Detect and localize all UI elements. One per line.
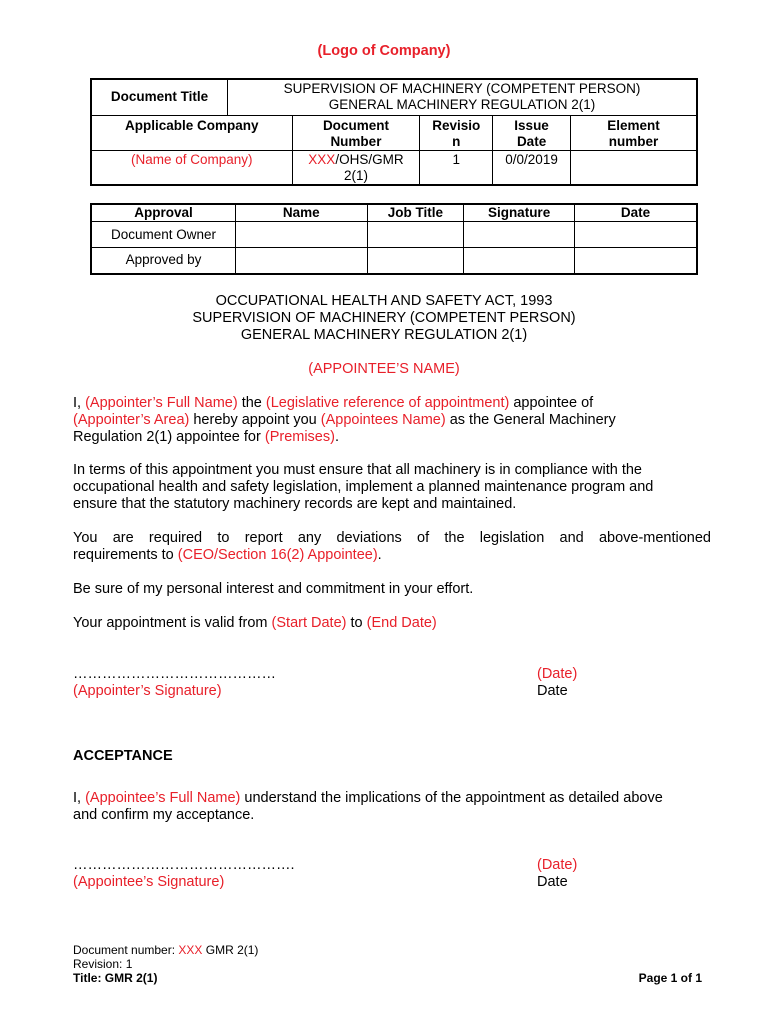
date-label: Date xyxy=(537,874,568,890)
text: Document number: xyxy=(73,943,179,957)
text: . xyxy=(377,547,382,563)
element-number-header xyxy=(570,115,697,150)
issue-date-header-line2: Date xyxy=(516,133,547,149)
text: GMR 2(1) xyxy=(202,943,259,957)
text: appointee of xyxy=(509,395,594,411)
start-date-placeholder: (Start Date) xyxy=(271,615,347,631)
document-meta-table xyxy=(90,78,698,186)
report-paragraph xyxy=(73,530,711,564)
text: I, xyxy=(73,395,86,411)
document-number-header-line2: Number xyxy=(330,133,382,149)
appointee-date-block xyxy=(537,857,577,891)
name-header: Name xyxy=(236,204,368,222)
signature-line: ………………………………………. xyxy=(73,857,295,873)
text: Your appointment is valid from xyxy=(73,615,272,631)
appointees-name-placeholder: (Appointees Name) xyxy=(320,412,446,428)
end-date-placeholder: (End Date) xyxy=(366,615,437,631)
table-cell xyxy=(236,248,368,274)
text: as the General Machinery xyxy=(445,412,616,428)
act-heading-line1: OCCUPATIONAL HEALTH AND SAFETY ACT, 1993 xyxy=(215,293,553,309)
table-cell xyxy=(574,248,697,274)
text: requirements to xyxy=(73,547,178,563)
company-name-cell: (Name of Company) xyxy=(91,150,292,185)
date-placeholder: (Date) xyxy=(537,857,578,873)
table-cell xyxy=(574,222,697,248)
approved-by-label: Approved by xyxy=(91,248,236,274)
document-title-value xyxy=(228,79,697,115)
revision-header-line2: n xyxy=(452,133,461,149)
appointer-name-placeholder: (Appointer’s Full Name) xyxy=(85,395,238,411)
validity-paragraph xyxy=(73,615,711,632)
document-number-prefix: XXX xyxy=(308,151,336,167)
revision-cell: 1 xyxy=(420,150,493,185)
table-row xyxy=(91,222,697,248)
date-header: Date xyxy=(574,204,697,222)
issue-date-header-line1: Issue xyxy=(514,117,549,133)
date-placeholder: (Date) xyxy=(537,666,578,682)
footer-title: Title: GMR 2(1) xyxy=(73,971,158,985)
footer xyxy=(73,943,258,985)
act-heading xyxy=(0,293,768,344)
footer-docnum-prefix: XXX xyxy=(178,943,203,957)
act-heading-line2: SUPERVISION OF MACHINERY (COMPETENT PERSON) xyxy=(192,310,576,326)
element-number-header-line2: number xyxy=(608,133,659,149)
document-title-line2: GENERAL MACHINERY REGULATION 2(1) xyxy=(328,97,596,113)
page-number: Page 1 of 1 xyxy=(638,971,702,985)
appointer-area-placeholder: (Appointer’s Area) xyxy=(73,412,190,428)
report-line1: You are required to report any deviations of the legislation and above-mentioned xyxy=(73,530,711,546)
ceo-appointee-placeholder: (CEO/Section 16(2) Appointee) xyxy=(177,547,378,563)
document-number-header xyxy=(292,115,420,150)
document-owner-label: Document Owner xyxy=(91,222,236,248)
acceptance-paragraph xyxy=(73,790,711,824)
element-number-header-line1: Element xyxy=(607,117,660,133)
document-title-label: Document Title xyxy=(91,79,228,115)
act-heading-line3: GENERAL MACHINERY REGULATION 2(1) xyxy=(240,327,528,343)
date-label: Date xyxy=(537,683,568,699)
legislative-reference-placeholder: (Legislative reference of appointment) xyxy=(265,395,510,411)
job-title-header: Job Title xyxy=(367,204,464,222)
issue-date-cell: 0/0/2019 xyxy=(493,150,571,185)
footer-revision: Revision: 1 xyxy=(73,957,133,971)
document-number-rest: /OHS/GMR xyxy=(335,151,404,167)
document-title-line1: SUPERVISION OF MACHINERY (COMPETENT PERSON) xyxy=(283,81,641,97)
text: Regulation 2(1) appointee for xyxy=(73,429,265,445)
appointee-signature-label: (Appointee’s Signature) xyxy=(73,874,225,890)
terms-line3: ensure that the statutory machinery records are kept and maintained. xyxy=(73,496,517,512)
appointer-signature-block xyxy=(73,666,276,700)
appointee-name-heading: (APPOINTEE’S NAME) xyxy=(308,361,460,377)
acceptance-heading: ACCEPTANCE xyxy=(73,748,173,764)
terms-line1: In terms of this appointment you must ensure that all machinery is in compliance with the xyxy=(73,462,642,478)
table-cell xyxy=(367,248,464,274)
revision-header-line1: Revisio xyxy=(432,117,481,133)
approval-table xyxy=(90,203,698,275)
text: . xyxy=(334,429,339,445)
company-logo-placeholder: (Logo of Company) xyxy=(317,43,451,59)
text: the xyxy=(237,395,266,411)
text: hereby appoint you xyxy=(189,412,321,428)
applicable-company-header: Applicable Company xyxy=(91,115,292,150)
table-cell xyxy=(464,248,575,274)
signature-line: …………………………………… xyxy=(73,666,276,682)
premises-placeholder: (Premises) xyxy=(264,429,335,445)
commitment-paragraph: Be sure of my personal interest and commitment in your effort. xyxy=(73,581,474,597)
revision-header xyxy=(420,115,493,150)
table-cell xyxy=(367,222,464,248)
signature-header: Signature xyxy=(464,204,575,222)
appointee-name-placeholder: (Appointee’s Full Name) xyxy=(85,790,241,806)
appointee-signature-block xyxy=(73,857,295,891)
table-row xyxy=(91,248,697,274)
issue-date-header xyxy=(493,115,571,150)
acceptance-line2: and confirm my acceptance. xyxy=(73,807,255,823)
appointment-paragraph xyxy=(73,395,711,446)
document-number-line2: 2(1) xyxy=(343,167,368,183)
document-number-header-line1: Document xyxy=(322,117,389,133)
terms-paragraph xyxy=(73,462,711,513)
approval-header: Approval xyxy=(91,204,236,222)
table-cell xyxy=(464,222,575,248)
document-number-cell xyxy=(292,150,420,185)
text: to xyxy=(346,615,367,631)
element-number-cell xyxy=(570,150,697,185)
text: I, xyxy=(73,790,86,806)
appointer-date-block xyxy=(537,666,577,700)
terms-line2: occupational health and safety legislation, implement a planned maintenance program and xyxy=(73,479,654,495)
appointer-signature-label: (Appointer’s Signature) xyxy=(73,683,222,699)
text: understand the implications of the appointment as detailed above xyxy=(240,790,663,806)
table-cell xyxy=(236,222,368,248)
